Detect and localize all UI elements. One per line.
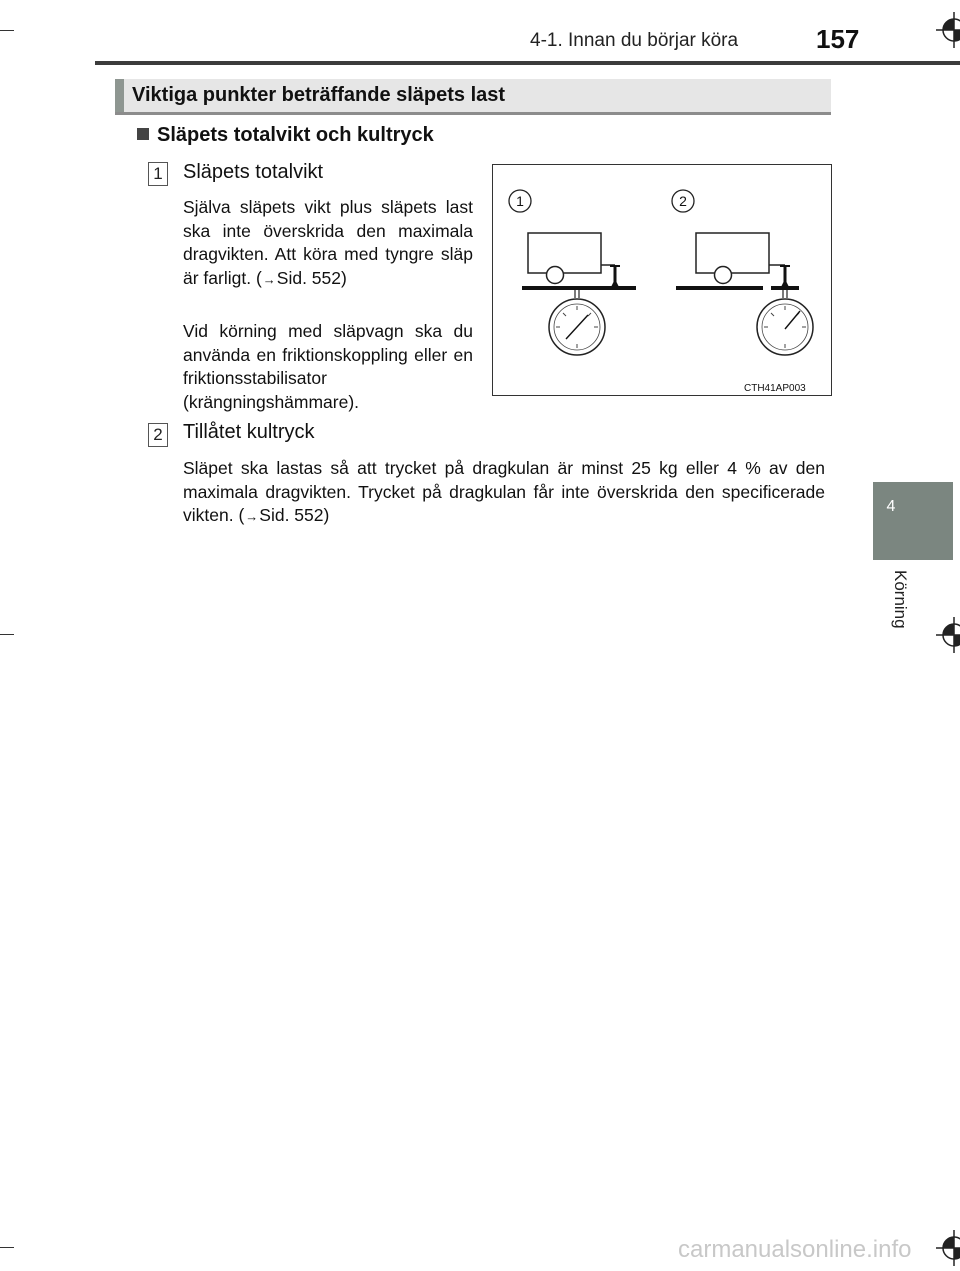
- illustration-label-1: [509, 190, 531, 212]
- registration-mark-icon: [928, 617, 960, 653]
- section-bar: [115, 79, 831, 115]
- section-bar-title: Viktiga punkter beträffande släpets last: [132, 84, 506, 106]
- arrow-icon: →: [262, 271, 276, 287]
- section-bar-accent: [115, 79, 124, 112]
- item-paragraph: Släpet ska lastas så att trycket på dragkulan är minst 25 kg eller 4 % av den maximala dragvikten. Trycket på dragkulan får inte överskrida den specificerade vikten. (→Sid. 552): [183, 458, 825, 525]
- item-title: Släpets totalvikt: [183, 161, 324, 183]
- header-rule: [95, 61, 960, 65]
- illustration-code: CTH41AP003: [744, 383, 806, 394]
- chapter-label: Körning: [891, 570, 910, 629]
- watermark: carmanualsonline.info: [678, 1236, 912, 1263]
- svg-text:1: 1: [516, 193, 524, 209]
- trailer-weight-illustration: [492, 164, 832, 396]
- chapter-tab: [873, 482, 953, 560]
- item-number-badge: 1: [148, 162, 168, 186]
- chapter-number: 4: [886, 498, 896, 515]
- registration-mark-icon: [928, 1230, 960, 1266]
- subheading-text: Släpets totalvikt och kultryck: [157, 124, 434, 146]
- crop-mark: [0, 1247, 14, 1248]
- item-paragraph: Vid körning med släpvagn ska du använda en friktionskoppling eller en friktionsstabilisator (krängningshämmare).: [183, 321, 473, 412]
- item-paragraph: Själva släpets vikt plus släpets last ska inte överskrida den maximala dragvikten. Att köra med tyngre släp är farligt. (→Sid. 552): [183, 197, 473, 288]
- illustration-label-2: [672, 190, 694, 212]
- svg-text:2: 2: [679, 193, 687, 209]
- crop-mark: [0, 30, 14, 31]
- subheading: [137, 124, 434, 147]
- arrow-icon: →: [245, 509, 259, 524]
- item-title: Tillåtet kultryck: [183, 421, 315, 443]
- section-title: 4-1. Innan du börjar köra: [530, 30, 739, 51]
- item-number-badge: 2: [148, 423, 168, 447]
- registration-mark-icon: [928, 12, 960, 48]
- crop-mark: [0, 634, 14, 635]
- trailer-1: [522, 233, 636, 355]
- trailer-2: [676, 233, 813, 355]
- square-bullet-icon: [137, 128, 149, 140]
- page-number: 157: [816, 24, 860, 54]
